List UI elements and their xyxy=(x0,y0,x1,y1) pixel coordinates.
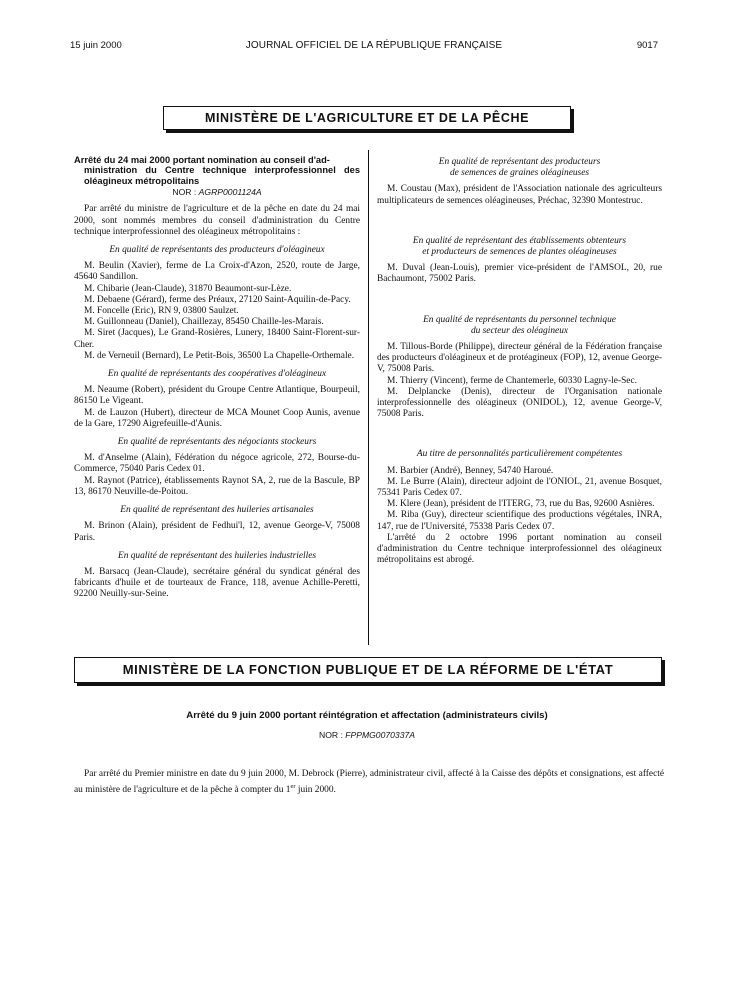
section-heading: Au titre de personnalités particulièrement compétentes xyxy=(416,449,623,460)
nor-reference xyxy=(74,730,660,740)
list-item: M. Raynot (Patrice), établissements Raynot SA, 2, rue de la Bascule, BP 13, 86170 Neuville-de-Poitou. xyxy=(74,475,360,497)
list-item: M. Thierry (Vincent), ferme de Chantemerle, 60330 Lagny-le-Sec. xyxy=(387,375,637,386)
nor-code: AGRP0001124A xyxy=(198,187,262,198)
closing-paragraph: L'arrêté du 2 octobre 1996 portant nomination au conseil d'administration du Centre technique interprofessionnel des oléagineux métropolitains est abrogé. xyxy=(377,532,662,566)
left-column xyxy=(74,155,360,601)
header-journal-title: JOURNAL OFFICIEL DE LA RÉPUBLIQUE FRANÇAISE xyxy=(245,40,503,51)
column-divider xyxy=(368,150,369,645)
ministry-fonction-publique-banner: MINISTÈRE DE LA FONCTION PUBLIQUE ET DE LA RÉFORME DE L'ÉTAT xyxy=(74,657,662,683)
article2-body xyxy=(74,769,664,796)
section-heading xyxy=(377,157,662,179)
nor-label: NOR : xyxy=(172,187,199,198)
list-item: M. Barbier (André), Benney, 54740 Haroué. xyxy=(387,465,554,476)
list-item: M. de Verneuil (Bernard), Le Petit-Bois, 36500 La Chapelle-Orthemale. xyxy=(84,350,355,361)
article-title-rest: ministration du Centre technique interprofessionnel des oléagineux métropolitains xyxy=(84,165,360,186)
article2-body-end: juin 2000. xyxy=(295,784,336,795)
list-item: M. Beulin (Xavier), ferme de La Croix-d'Azon, 2520, route de Jarge, 45640 Sandillon. xyxy=(74,261,360,283)
list-item: M. Chibarie (Jean-Claude), 31870 Beaumont-sur-Lèze. xyxy=(84,283,292,294)
section-heading-line: En qualité de représentants du personnel technique xyxy=(423,314,616,325)
list-item: M. Le Burre (Alain), directeur adjoint de l'ONIOL, 21, avenue Bosquet, 75341 Paris Cedex 07. xyxy=(377,476,662,499)
section-heading: En qualité de représentant des huileries industrielles xyxy=(117,550,317,561)
list-item: M. de Lauzon (Hubert), directeur de MCA Mounet Coop Aunis, avenue de la Gare, 17290 Aigrefeuille-d'Aunis. xyxy=(74,407,360,429)
article2-title: Arrêté du 9 juin 2000 portant réintégration et affectation (administrateurs civils) xyxy=(186,710,548,721)
list-item: M. Neaume (Robert), président du Groupe Centre Atlantique, Bourpeuil, 86150 Le Vigeant. xyxy=(74,385,360,407)
section-heading: En qualité de représentants des négociants stockeurs xyxy=(117,437,317,448)
list-item: M. d'Anselme (Alain), Fédération du négoce agricole, 272, Bourse-du-Commerce, 75040 Paris Cedex 01. xyxy=(74,453,360,475)
section-heading: En qualité de représentants des coopératives d'oléagineux xyxy=(107,369,327,380)
nor-label: NOR : xyxy=(318,730,346,740)
section-heading: En qualité de représentant des huileries artisanales xyxy=(120,505,314,516)
right-column xyxy=(377,155,662,566)
section-heading-line: de semences de graines oléagineuses xyxy=(449,168,590,179)
section-heading: En qualité de représentants des producteurs d'oléagineux xyxy=(109,245,325,256)
article-title-line1: Arrêté du 24 mai 2000 portant nomination au conseil d'ad- xyxy=(74,155,330,165)
list-item: M. Guillonneau (Daniel), Chaillezay, 85450 Chaille-les-Marais. xyxy=(84,317,324,328)
list-item: M. Klere (Jean), président de l'ITERG, 73, rue du Bas, 92600 Asnières. xyxy=(387,499,655,510)
list-item: M. Foncelle (Eric), RN 9, 03800 Saulzet. xyxy=(84,306,239,317)
nor-code: FPPMG0070337A xyxy=(345,730,415,740)
ordinal-superscript: er xyxy=(290,782,296,790)
list-item: M. Tillous-Borde (Philippe), directeur général de la Fédération française des producteurs d'oléagineux et de protéagineux (FOP), 12, avenue George-V, 75008 Paris. xyxy=(377,342,662,375)
list-item: M. Coustau (Max), président de l'Association nationale des agriculteurs multiplicateurs de semences oléagineuses, Préchac, 32390 Montestruc. xyxy=(377,184,662,206)
list-item: M. Barsacq (Jean-Claude), secrétaire général du syndicat général des fabricants d'huile et de tourteaux de France, 118, avenue Achille-Peretti, 92200 Neuilly-sur-Seine. xyxy=(74,566,360,600)
list-item: M. Delplancke (Denis), directeur de l'Organisation nationale interprofessionnelle des oléagineux (ONIDOL), 12, avenue George-V, 75008 Paris. xyxy=(377,386,662,420)
ministry-agriculture-banner: MINISTÈRE DE L'AGRICULTURE ET DE LA PÊCHE xyxy=(163,106,571,130)
header-page-number: 9017 xyxy=(636,40,658,51)
list-item: M. Debaene (Gérard), ferme des Préaux, 27120 Saint-Aquilin-de-Pacy. xyxy=(84,294,351,305)
list-item: M. Duval (Jean-Louis), premier vice-président de l'AMSOL, 20, rue Bachaumont, 75002 Paris. xyxy=(377,263,662,285)
section-heading-line: En qualité de représentant des établissements obtenteurs xyxy=(412,235,627,246)
section-heading xyxy=(377,236,662,258)
nor-reference xyxy=(74,187,360,198)
section-heading-line: et producteurs de semences de plantes oléagineuses xyxy=(422,247,617,258)
article-title xyxy=(74,155,360,186)
article-intro: Par arrêté du ministre de l'agriculture et de la pêche en date du 24 mai 2000, sont nommés membres du conseil d'administration du Centre technique interprofessionnel des oléagineux métropolitains : xyxy=(74,204,360,237)
list-item: M. Siret (Jacques), Le Grand-Rosières, Lunery, 18400 Saint-Florent-sur-Cher. xyxy=(74,328,360,350)
article2-body-text: Par arrêté du Premier ministre en date du 9 juin 2000, M. Debrock (Pierre), administrateur civil, affecté à la Caisse des dépôts et consignations, est affecté au ministère de l'agriculture et de la pêche à compter du 1 xyxy=(74,769,664,795)
section-heading-line: En qualité de représentant des producteurs xyxy=(438,157,601,167)
list-item: M. Brinon (Alain), président de Fedhui'l, 12, avenue George-V, 75008 Paris. xyxy=(74,521,360,543)
list-item: M. Riba (Guy), directeur scientifique des productions végétales, INRA, 147, rue de l'Université, 75338 Paris Cedex 07. xyxy=(377,510,662,532)
section-heading-line: du secteur des oléagineux xyxy=(470,325,569,336)
header-date: 15 juin 2000 xyxy=(70,40,122,51)
section-heading xyxy=(377,315,662,337)
